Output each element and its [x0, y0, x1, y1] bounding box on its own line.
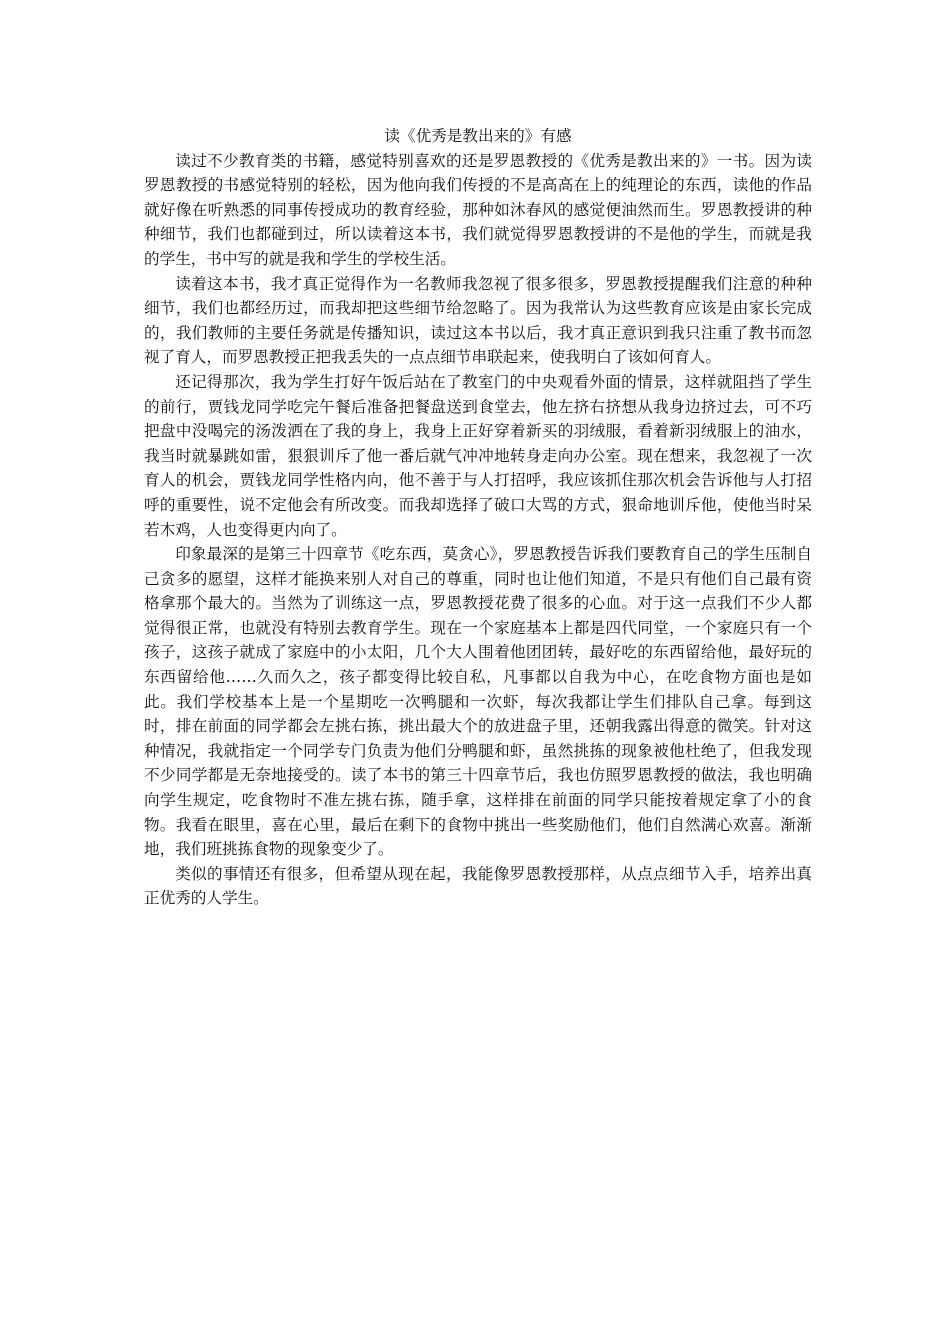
paragraph-1: 读过不少教育类的书籍，感觉特别喜欢的还是罗恩教授的《优秀是教出来的》一书。因为读罗恩教授的书感觉特别的轻松，因为他向我们传授的不是高高在上的纯理论的东西，读他的作品就好像在听熟悉的同事传授成功的教育经验，那种如沐春风的感觉便油然而生。罗恩教授讲的种种细节，我们也都碰到过，所以读着这本书，我们就觉得罗恩教授讲的不是他的学生，而就是我的学生，书中写的就是我和学生的学校生活。	[144, 151, 812, 268]
paragraph-3: 还记得那次，我为学生打好午饭后站在了教室门的中央观看外面的情景，这样就阻挡了学生的前行，贾钱龙同学吃完午餐后准备把餐盘送到食堂去，他左挤右挤想从我身边挤过去，可不巧把盘中没喝完的汤泼洒在了我的身上，我身上正好穿着新买的羽绒服，看着新羽绒服上的油水，我当时就暴跳如雷，狠狠训斥了他一番后就气冲冲地转身走向办公室。现在想来，我忽视了一次育人的机会，贾钱龙同学性格内向，他不善于与人打招呼，我应该抓住那次机会告诉他与人打招呼的重要性，说不定他会有所改变。而我却选择了破口大骂的方式，狠命地训斥他，使他当时呆若木鸡，人也变得更内向了。	[144, 372, 812, 539]
paragraph-5: 类似的事情还有很多，但希望从现在起，我能像罗恩教授那样，从点点细节入手，培养出真正优秀的人学生。	[144, 864, 812, 908]
paragraph-2: 读着这本书，我才真正觉得作为一名教师我忽视了很多很多，罗恩教授提醒我们注意的种种细节，我们也都经历过，而我却把这些细节给忽略了。因为我常认为这些教育应该是由家长完成的，我们教师的主要任务就是传播知识，读过这本书以后，我才真正意识到我只注重了教书而忽视了育人，而罗恩教授正把我丢失的一点点细节串联起来，使我明白了该如何育人。	[144, 274, 812, 367]
paragraph-4: 印象最深的是第三十四章节《吃东西，莫贪心》，罗恩教授告诉我们要教育自己的学生压制自己贪多的愿望，这样才能换来别人对自己的尊重，同时也让他们知道，不是只有他们自己最有资格拿那个最大的。当然为了训练这一点，罗恩教授花费了很多的心血。对于这一点我们不少人都觉得很正常，也就没有特别去教育学生。现在一个家庭基本上都是四代同堂，一个家庭只有一个孩子，这孩子就成了家庭中的小太阳，几个大人围着他团团转，最好吃的东西留给他，最好玩的东西留给他……久而久之，孩子都变得比较自私，凡事都以自我为中心，在吃食物方面也是如此。我们学校基本上是一个星期吃一次鸭腿和一次虾，每次我都让学生们排队自己拿。每到这时，排在前面的同学都会左挑右拣，挑出最大个的放进盘子里，还朝我露出得意的微笑。针对这种情况，我就指定一个同学专门负责为他们分鸭腿和虾，虽然挑拣的现象被他杜绝了，但我发现不少同学都是无奈地接受的。读了本书的第三十四章节后，我也仿照罗恩教授的做法，我也明确向学生规定，吃食物时不准左挑右拣，随手拿，这样排在前面的同学只能按着规定拿了小的食物。我看在眼里，喜在心里，最后在剩下的食物中挑出一些奖励他们，他们自然满心欢喜。渐渐地，我们班挑拣食物的现象变少了。	[144, 545, 812, 859]
document-title: 读《优秀是教出来的》有感	[384, 127, 572, 145]
document-body	[144, 124, 812, 911]
